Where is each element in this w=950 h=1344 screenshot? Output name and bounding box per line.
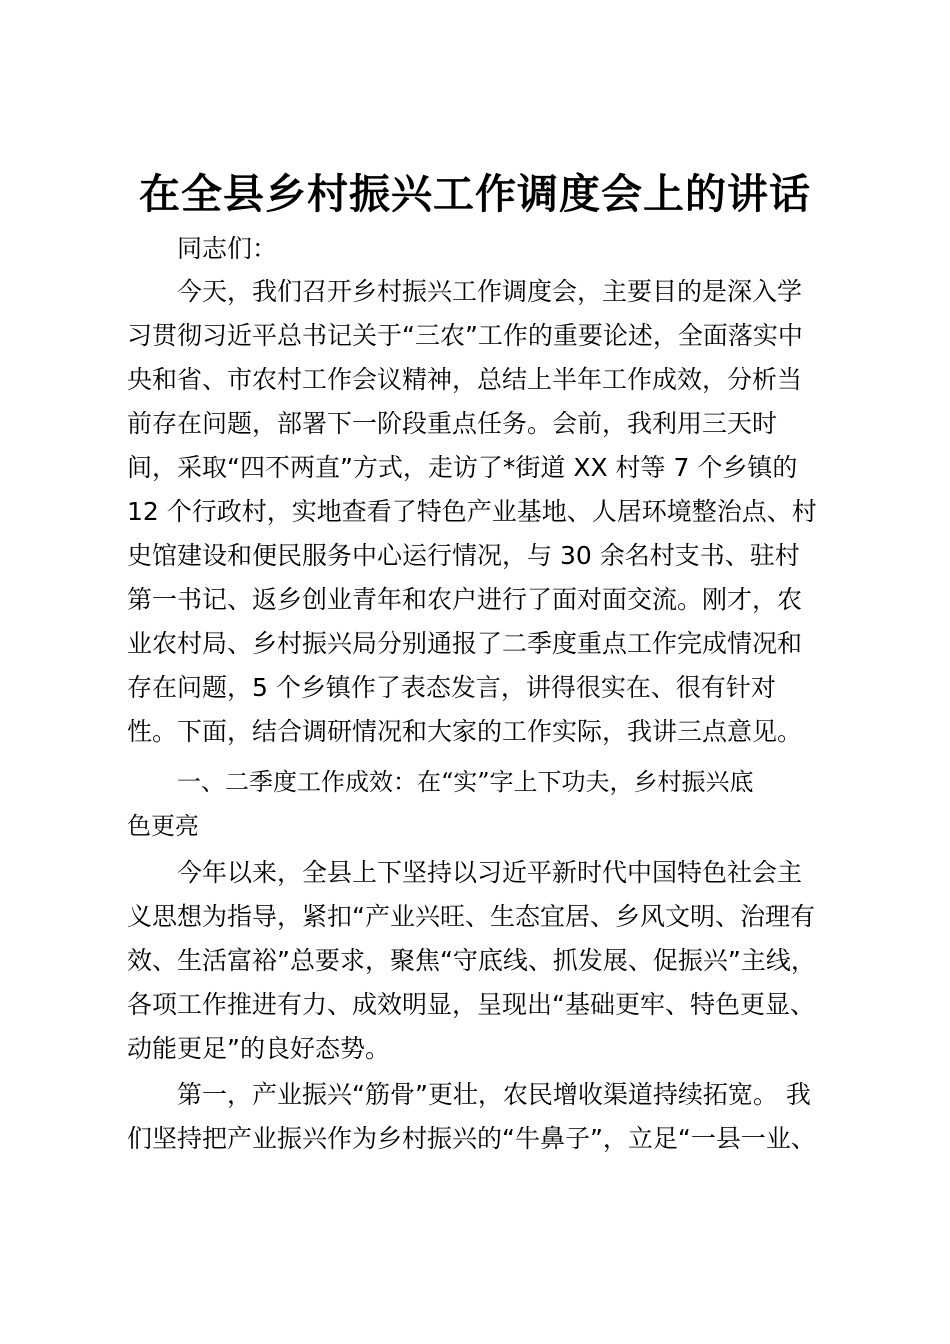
- document-title: 在全县乡村振兴工作调度会上的讲话: [139, 170, 811, 218]
- text-line: 第一，产业振兴“筋骨”更壮，农民增收渠道持续拓宽。 我: [177, 1080, 811, 1109]
- section-heading: 色更亮: [127, 812, 199, 840]
- text-line: 12 个行政村，实地查看了特色产业基地、人居环境整治点、村: [127, 497, 817, 526]
- text-line: 业农村局、乡村振兴局分别通报了二季度重点工作完成情况和: [127, 629, 803, 658]
- text-line: 第一书记、返乡创业青年和农户进行了面对面交流。刚才，农: [127, 585, 803, 614]
- text-line: 存在问题，5 个乡镇作了表态发言，讲得很实在、很有针对: [127, 673, 776, 702]
- section-heading: 一、二季度工作成效：在“实”字上下功夫，乡村振兴底: [177, 768, 754, 796]
- text-line: 性。下面，结合调研情况和大家的工作实际，我讲三点意见。: [127, 717, 803, 746]
- text-line: 央和省、市农村工作会议精神，总结上半年工作成效，分析当: [127, 365, 803, 394]
- text-line: 动能更足”的良好态势。: [127, 1034, 390, 1063]
- text-line: 今天，我们召开乡村振兴工作调度会，主要目的是深入学: [177, 277, 803, 306]
- text-line: 间，采取“四不两直”方式，走访了*街道 XX 村等 7 个乡镇的: [127, 453, 798, 482]
- text-line: 前存在问题，部署下一阶段重点任务。会前，我利用三天时: [127, 409, 778, 438]
- text-line: 义思想为指导，紧扣“产业兴旺、生态宜居、乡风文明、治理有: [127, 902, 815, 931]
- text-line: 习贯彻习近平总书记关于“三农”工作的重要论述，全面落实中: [127, 321, 803, 350]
- text-line: 各项工作推进有力、成效明显，呈现出“基础更牢、特色更显、: [127, 990, 815, 1019]
- text-line: 们坚持把产业振兴作为乡村振兴的“牛鼻子”，立足“一县一业、: [127, 1124, 816, 1153]
- text-line: 今年以来，全县上下坚持以习近平新时代中国特色社会主: [177, 858, 803, 887]
- text-line: 史馆建设和便民服务中心运行情况，与 30 余名村支书、驻村: [127, 541, 800, 570]
- salutation: 同志们：: [177, 234, 278, 263]
- text-line: 效、生活富裕”总要求，聚焦“守底线、抓发展、促振兴”主线，: [127, 946, 816, 975]
